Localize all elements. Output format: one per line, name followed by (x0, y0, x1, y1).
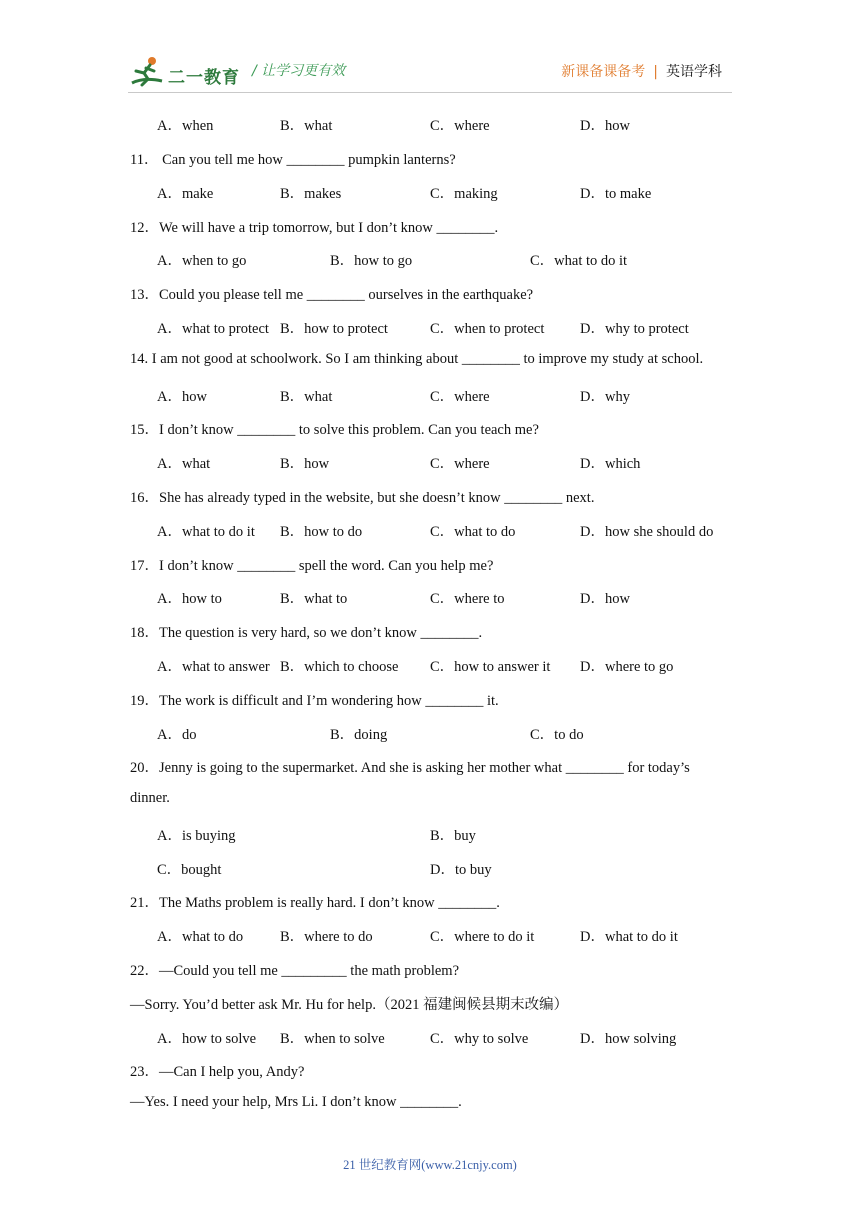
q10-option-c: C．where (430, 118, 490, 134)
q23-text: 23．—Can I help you, Andy? (130, 1064, 305, 1080)
q23-text-reply: —Yes. I need your help, Mrs Li. I don’t know ________. (130, 1094, 462, 1110)
q21-option-c: C．where to do it (430, 929, 535, 945)
q12-text: 12．We will have a trip tomorrow, but I don’t know ________. (130, 220, 499, 236)
q16-option-d: D．how she should do (580, 524, 714, 540)
q20-option-c: C．bought (157, 862, 222, 878)
q15-option-b: B．how (280, 456, 330, 472)
header-divider (128, 92, 732, 93)
header-separator: | (653, 64, 658, 80)
q20-text: 20．Jenny is going to the supermarket. And she is asking her mother what ________ for today’s (130, 760, 690, 776)
q22-option-c: C．why to solve (430, 1031, 529, 1047)
logo-text: 二一教育 (168, 68, 240, 88)
q12-option-b: B．how to go (330, 253, 413, 269)
q18-option-d: D．where to go (580, 659, 674, 675)
q18-text: 18．The question is very hard, so we don’t know ________. (130, 625, 483, 641)
q16-option-a: A．what to do it (157, 524, 255, 540)
q19-option-c: C．to do (530, 727, 584, 743)
q15-text: 15．I don’t know ________ to solve this problem. Can you teach me? (130, 422, 539, 438)
q17-option-b: B．what to (280, 591, 348, 607)
q15-option-a: A．what (157, 456, 211, 472)
q20-text-continued: dinner. (130, 790, 170, 806)
q17-option-c: C．where to (430, 591, 505, 607)
header-tag-course: 新课备课备考 (561, 64, 646, 80)
q13-option-a: A．what to protect (157, 321, 269, 337)
q22-option-b: B．when to solve (280, 1031, 385, 1047)
slogan: / 让学习更有效 (252, 63, 346, 79)
q14-option-c: C．where (430, 389, 490, 405)
q14-option-a: A．how (157, 389, 207, 405)
q11-option-c: C．making (430, 186, 498, 202)
q13-option-b: B．how to protect (280, 321, 388, 337)
q17-option-a: A．how to (157, 591, 222, 607)
q21-option-a: A．what to do (157, 929, 244, 945)
q16-option-b: B．how to do (280, 524, 363, 540)
q12-option-a: A．when to go (157, 253, 247, 269)
q20-option-b: B．buy (430, 828, 476, 844)
q18-option-c: C．how to answer it (430, 659, 551, 675)
q18-option-a: A．what to answer (157, 659, 270, 675)
q13-option-c: C．when to protect (430, 321, 545, 337)
header-tag-subject: 英语学科 (666, 64, 722, 80)
q12-option-c: C．what to do it (530, 253, 628, 269)
q11-text: 11． Can you tell me how ________ pumpkin lanterns? (130, 152, 456, 168)
q17-text: 17．I don’t know ________ spell the word. Can you help me? (130, 558, 494, 574)
q15-option-d: D．which (580, 456, 641, 472)
header-right (561, 61, 722, 81)
q16-option-c: C．what to do (430, 524, 516, 540)
q21-option-d: D．what to do it (580, 929, 678, 945)
q11-option-d: D．to make (580, 186, 652, 202)
q16-text: 16．She has already typed in the website, but she doesn’t know ________ next. (130, 490, 595, 506)
q20-option-d: D．to buy (430, 862, 492, 878)
page-footer[interactable]: 21 世纪教育网(www.21cnjy.com) (343, 1158, 517, 1172)
q18-option-b: B．which to choose (280, 659, 399, 675)
q14-option-d: D．why (580, 389, 630, 405)
q17-option-d: D．how (580, 591, 630, 607)
q15-option-c: C．where (430, 456, 490, 472)
q20-option-a: A．is buying (157, 828, 236, 844)
q14-text: 14. I am not good at schoolwork. So I am thinking about ________ to improve my study at school. (130, 351, 704, 367)
q19-option-b: B．doing (330, 727, 388, 743)
runner-logo-icon (128, 55, 168, 89)
q19-text: 19．The work is difficult and I’m wondering how ________ it. (130, 693, 499, 709)
q22-option-d: D．how solving (580, 1031, 677, 1047)
q19-option-a: A．do (157, 727, 197, 743)
q11-option-a: A．make (157, 186, 214, 202)
page-header (0, 0, 860, 100)
q10-option-d: D．how (580, 118, 630, 134)
q14-option-b: B．what (280, 389, 333, 405)
q22-text: 22．—Could you tell me _________ the math problem? (130, 963, 460, 979)
q11-option-b: B．makes (280, 186, 342, 202)
q13-text: 13．Could you please tell me ________ ourselves in the earthquake? (130, 287, 534, 303)
q10-option-b: B．what (280, 118, 333, 134)
q22-text-reply: —Sorry. You’d better ask Mr. Hu for help.（2021 福建闽候县期末改编） (130, 997, 569, 1013)
q21-option-b: B．where to do (280, 929, 373, 945)
q21-text: 21．The Maths problem is really hard. I don’t know ________. (130, 895, 500, 911)
logo (128, 55, 240, 89)
q10-option-a: A．when (157, 118, 214, 134)
q13-option-d: D．why to protect (580, 321, 689, 337)
q22-option-a: A．how to solve (157, 1031, 257, 1047)
